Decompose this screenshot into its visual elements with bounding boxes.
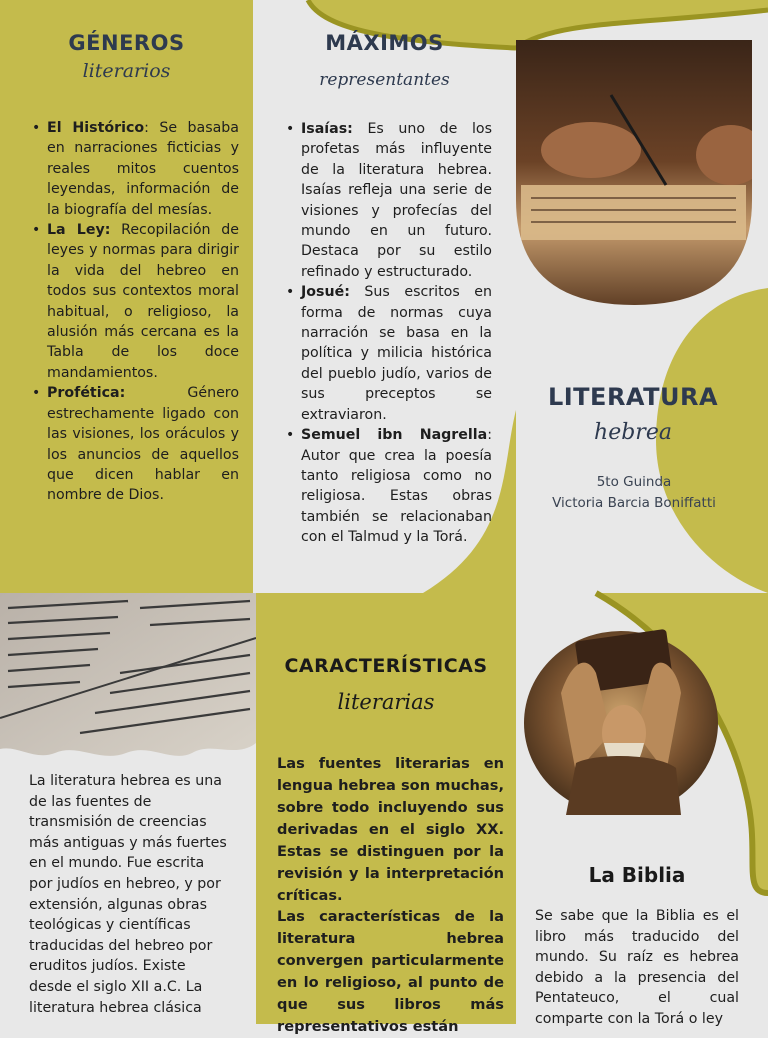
cover-title: LITERATURA xyxy=(547,383,719,411)
biblia-text: Se sabe que la Biblia es el libro más traducido del mundo. Su raíz es hebrea debido a la presencia del Pentateuco, el cual comparte con la Torá o ley xyxy=(535,908,739,1027)
list-item: • Isaías: Es uno de los profetas más influyente de la literatura hebrea. Isaías refleja una serie de visiones y profecías del mundo en un futuro. Destaca por su estilo refinado y estructurado. xyxy=(301,119,492,282)
cover-subtitle: hebrea xyxy=(594,420,672,445)
intro-text: La literatura hebrea es una de las fuentes de transmisión de creencias más antiguas y más fuertes en el mundo. Fue escrita por judíos en hebreo, y por extensión, algunas obras teológicas y científicas traducidas del hebreo por eruditos judíos. Existe desde el siglo XII a.C. La literatura hebrea clásica xyxy=(29,773,227,1016)
hebrew-text-image xyxy=(0,593,256,758)
list-item: • El Histórico: Se basaba en narraciones ficticias y reales mitos cuentos leyendas, información de la biografía del mesías. xyxy=(47,118,239,220)
panel-caracteristicas xyxy=(256,593,516,1035)
maximos-list xyxy=(301,119,492,548)
generos-subtitle: literarios xyxy=(82,60,171,82)
maximos-title: MÁXIMOS xyxy=(325,31,444,55)
panel-generos xyxy=(0,0,253,593)
author-name: Victoria Barcia Boniffatti xyxy=(552,495,716,511)
panel-maximos xyxy=(253,0,516,593)
class-line: 5to Guinda xyxy=(596,474,672,490)
caracteristicas-p1: Las fuentes literarias en lengua hebrea son muchas, sobre todo incluyendo sus derivadas en el siglo XX. Estas se distinguen por la revisión y la interpretación críticas. xyxy=(277,755,504,904)
biblia-title: La Biblia xyxy=(588,863,686,887)
caracteristicas-subtitle: literarias xyxy=(337,690,435,714)
list-item: • Josué: Sus escritos en forma de normas cuya narración se basa en la política y milicia histórica del pueblo judío, varios de sus preceptos se extraviaron. xyxy=(301,282,492,425)
generos-title: GÉNEROS xyxy=(68,31,185,55)
maximos-subtitle: representantes xyxy=(319,70,450,90)
list-item: • Profética: Género estrechamente ligado con las visiones, los oráculos y los anuncios de aquellos que dicen hablar en nombre de Dios. xyxy=(47,383,239,505)
generos-list xyxy=(47,118,239,506)
scribe-writing-image xyxy=(516,40,766,310)
panel-intro xyxy=(0,593,256,1024)
panel-biblia xyxy=(516,593,768,1027)
list-item: • La Ley: Recopilación de leyes y normas para dirigir la vida del hebreo en todos sus contextos moral habitual, o religioso, la alusión más cercana es la Tabla de los doce mandamientos. xyxy=(47,220,239,383)
caracteristicas-p2: Las características de la literatura hebrea convergen particularmente en lo religioso, al punto de que sus libros más representativos están xyxy=(277,908,504,1035)
panel-cover xyxy=(516,0,768,593)
caracteristicas-title: CARACTERÍSTICAS xyxy=(284,655,488,677)
list-item: • Semuel ibn Nagrella: Autor que crea la poesía tanto religiosa como no religiosa. Estas obras también se relacionaban con el Talmud y la Torá. xyxy=(301,425,492,547)
